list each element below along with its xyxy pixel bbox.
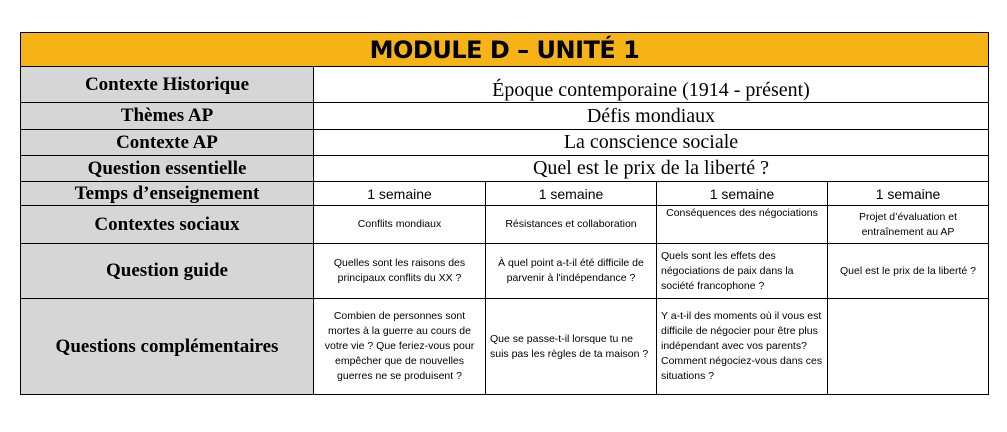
row-contexte-historique — [21, 67, 989, 103]
label-contexte-ap: Contexte AP — [21, 130, 314, 156]
module-table — [20, 32, 989, 395]
label-temps: Temps d’enseignement — [21, 182, 314, 206]
row-temps — [21, 182, 989, 206]
question-guide-3: Quels sont les effets des négociations de paix dans la société francophone ? — [657, 244, 828, 299]
value-contexte-ap: La conscience sociale — [314, 130, 989, 156]
row-contexte-ap — [21, 130, 989, 156]
row-themes-ap — [21, 103, 989, 130]
contexte-social-3: Conséquences des négociations — [657, 206, 828, 244]
row-question-essentielle — [21, 156, 989, 182]
temps-week-2: 1 semaine — [486, 182, 657, 206]
title-row — [21, 33, 989, 67]
temps-week-4: 1 semaine — [828, 182, 989, 206]
question-guide-4: Quel est le prix de la liberté ? — [828, 244, 989, 299]
label-questions-complementaires: Questions complémentaires — [21, 299, 314, 395]
question-complementaire-4 — [828, 299, 989, 395]
value-question-essentielle: Quel est le prix de la liberté ? — [314, 156, 989, 182]
row-question-guide — [21, 244, 989, 299]
row-questions-complementaires — [21, 299, 989, 395]
label-contextes-sociaux: Contextes sociaux — [21, 206, 314, 244]
label-question-guide: Question guide — [21, 244, 314, 299]
contexte-social-4: Projet d’évaluation et entraînement au AP — [828, 206, 989, 244]
contexte-social-1: Conflits mondiaux — [314, 206, 486, 244]
row-contextes-sociaux — [21, 206, 989, 244]
question-guide-1: Quelles sont les raisons des principaux conflits du XX ? — [314, 244, 486, 299]
module-title: MODULE D – UNITÉ 1 — [21, 33, 989, 67]
question-guide-2: À quel point a-t-il été difficile de parvenir à l'indépendance ? — [486, 244, 657, 299]
question-complementaire-1: Combien de personnes sont mortes à la guerre au cours de votre vie ? Que feriez-vous pour empêcher que de nouvelles guerres ne se produisent ? — [314, 299, 486, 395]
contexte-social-2: Résistances et collaboration — [486, 206, 657, 244]
label-contexte-historique: Contexte Historique — [21, 67, 314, 103]
temps-week-1: 1 semaine — [314, 182, 486, 206]
label-question-essentielle: Question essentielle — [21, 156, 314, 182]
value-themes-ap: Défis mondiaux — [314, 103, 989, 130]
label-themes-ap: Thèmes AP — [21, 103, 314, 130]
value-contexte-historique: Époque contemporaine (1914 - présent) — [314, 67, 989, 103]
temps-week-3: 1 semaine — [657, 182, 828, 206]
question-complementaire-2: Que se passe-t-il lorsque tu ne suis pas les règles de ta maison ? — [486, 299, 657, 395]
question-complementaire-3: Y a-t-il des moments où il vous est difficile de négocier pour être plus indépendant avec vos parents? Comment négociez-vous dans ces situations ? — [657, 299, 828, 395]
